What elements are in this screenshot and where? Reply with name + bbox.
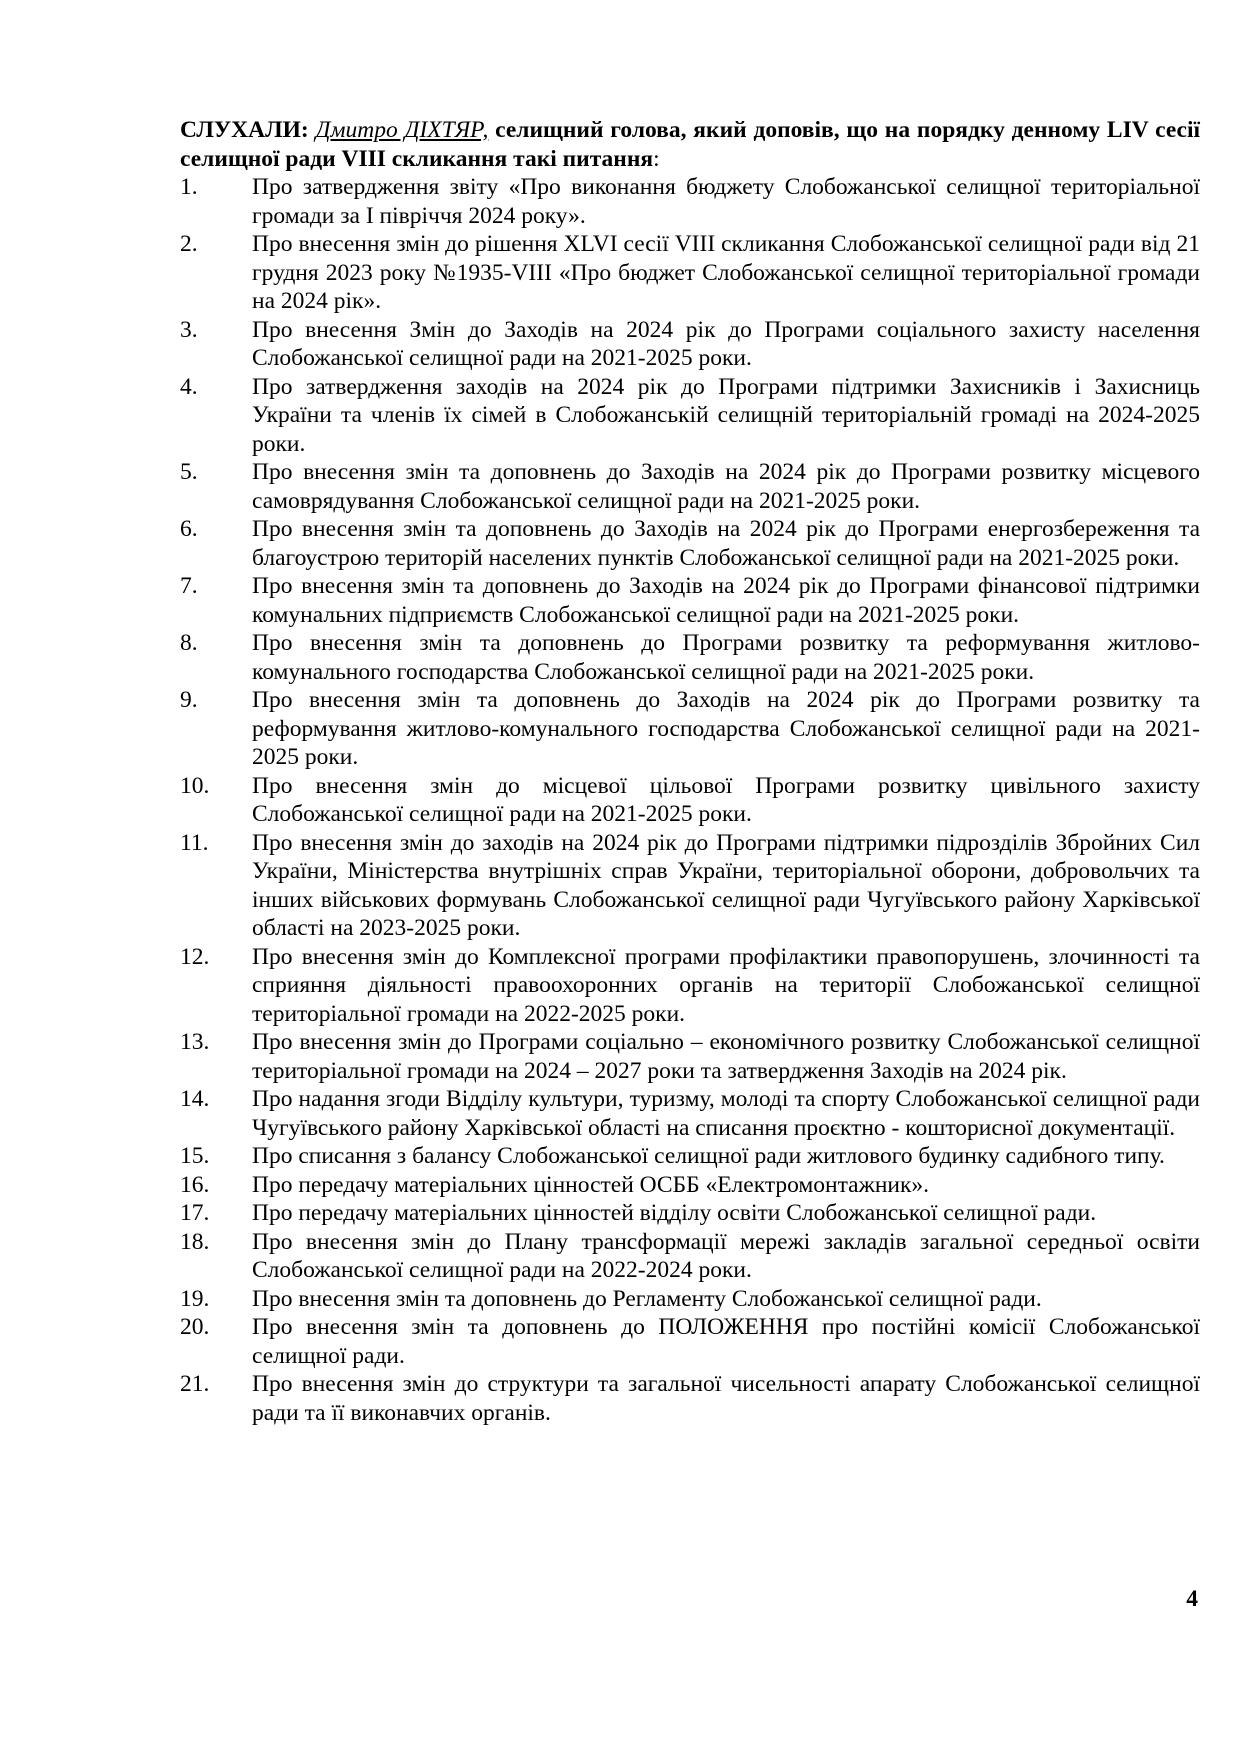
agenda-item-text: Про внесення змін до структури та загальної чисельності апарату Слобожанської селищної ради та її виконавчих органів. xyxy=(252,1371,1200,1426)
agenda-item-number: 16. xyxy=(180,1171,210,1198)
agenda-item-number: 7. xyxy=(180,573,198,599)
agenda-item-number: 4. xyxy=(180,373,198,400)
agenda-item-number: 14. xyxy=(180,1086,210,1112)
agenda-item xyxy=(180,1171,1200,1200)
agenda-item-text: Про внесення змін до Комплексної програми профілактики правопорушень, злочинності та сприяння діяльності правоохоронних органів на території Слобожанської селищної територіальної громади на 2022-2025 роки. xyxy=(252,943,1200,1027)
agenda-item-text: Про внесення змін та доповнень до Заходів на 2024 рік до Програми розвитку та реформування житлово-комунального господарства Слобожанської селищної ради на 2021-2025 роки. xyxy=(252,687,1200,770)
agenda-item-text: Про внесення змін до рішення XLVI сесії VIII скликання Слобожанської селищної ради від 21 грудня 2023 року №1935-VIII «Про бюджет Слобожанської селищної територіальної громади на 2024 рік». xyxy=(252,231,1200,314)
agenda-item-text: Про внесення змін та доповнень до Заходів на 2024 рік до Програми розвитку місцевого самоврядування Слобожанської селищної ради на 2021-2025 роки. xyxy=(252,459,1200,514)
agenda-item-text: Про внесення змін до заходів на 2024 рік до Програми підтримки підрозділів Збройних Сил України, Міністерства внутрішніх справ України, територіальної оборони, добровольчих та інших військових формувань Слобожанської селищної ради Чугуївського району Харківської області на 2023-2025 роки. xyxy=(252,829,1200,941)
heard-paragraph xyxy=(180,116,1200,173)
agenda-item xyxy=(180,316,1200,373)
agenda-item-text: Про внесення змін та доповнень до Заходів на 2024 рік до Програми енергозбереження та благоустрою територій населених пунктів Слобожанської селищної ради на 2021-2025 роки. xyxy=(252,516,1200,571)
agenda-item-text: Про списання з балансу Слобожанської селищної ради житлового будинку садибного типу. xyxy=(252,1143,1165,1169)
agenda-item xyxy=(180,1313,1200,1370)
agenda-item xyxy=(180,515,1200,572)
agenda-item-text: Про внесення змін та доповнень до Регламенту Слобожанської селищної ради. xyxy=(252,1285,1042,1312)
agenda-item xyxy=(180,829,1200,943)
intro-colon: : xyxy=(653,145,660,172)
agenda-item xyxy=(180,373,1200,459)
agenda-item xyxy=(180,629,1200,686)
agenda-item xyxy=(180,173,1200,230)
agenda-item-number: 9. xyxy=(180,687,198,713)
agenda-item-text: Про внесення змін до місцевої цільової Програми розвитку цивільного захисту Слобожанської селищної ради на 2021-2025 роки. xyxy=(252,772,1200,827)
agenda-item-number: 8. xyxy=(180,630,198,656)
agenda-item-number: 11. xyxy=(180,829,209,856)
agenda-item xyxy=(180,1370,1200,1427)
agenda-item-number: 10. xyxy=(180,772,210,799)
agenda-item xyxy=(180,1028,1200,1085)
agenda-item xyxy=(180,772,1200,829)
agenda-item-text: Про внесення змін та доповнень до Програми розвитку та реформування житлово-комунального господарства Слобожанської селищної ради на 2021-2025 роки. xyxy=(252,630,1200,685)
agenda-item-number: 21. xyxy=(180,1371,210,1397)
agenda-item-text: Про внесення змін та доповнень до ПОЛОЖЕННЯ про постійні комісії Слобожанської селищної ради. xyxy=(252,1314,1200,1369)
agenda-item-number: 15. xyxy=(180,1143,210,1169)
heard-label: СЛУХАЛИ: xyxy=(180,117,309,143)
agenda-item-number: 2. xyxy=(180,231,198,257)
agenda-item-text: Про передачу матеріальних цінностей ОСББ «Електромонтажник». xyxy=(252,1171,930,1198)
agenda-item-number: 20. xyxy=(180,1314,210,1340)
page-number: 4 xyxy=(1186,1586,1198,1612)
agenda-item xyxy=(180,1228,1200,1285)
speaker-name: Дмитро ДІХТЯР, xyxy=(315,117,489,143)
agenda-item-number: 1. xyxy=(180,174,198,200)
agenda-item-number: 18. xyxy=(180,1228,210,1255)
agenda-item xyxy=(180,1285,1200,1314)
agenda-item-text: Про внесення змін та доповнень до Заходів на 2024 рік до Програми фінансової підтримки комунальних підприємств Слобожанської селищної ради на 2021-2025 роки. xyxy=(252,573,1200,628)
agenda-item xyxy=(180,943,1200,1029)
agenda-item-number: 13. xyxy=(180,1029,210,1055)
agenda-item-number: 3. xyxy=(180,316,198,343)
agenda-item-number: 6. xyxy=(180,516,198,542)
agenda-item-number: 5. xyxy=(180,459,198,485)
agenda-item-text: Про внесення змін до Програми соціально – економічного розвитку Слобожанської селищної територіальної громади на 2024 – 2027 роки та затвердження Заходів на 2024 рік. xyxy=(252,1029,1200,1084)
agenda-item xyxy=(180,1199,1200,1228)
agenda-item xyxy=(180,1142,1200,1171)
agenda-item-text: Про передачу матеріальних цінностей відділу освіти Слобожанської селищної ради. xyxy=(252,1200,1097,1226)
agenda-item xyxy=(180,458,1200,515)
document-page xyxy=(180,116,1200,1427)
agenda-item-text: Про надання згоди Відділу культури, туризму, молоді та спорту Слобожанської селищної ради Чугуївського району Харківської області на списання проєктно - кошторисної документації. xyxy=(252,1086,1200,1141)
agenda-list xyxy=(180,173,1200,1427)
agenda-item xyxy=(180,1085,1200,1142)
agenda-item xyxy=(180,572,1200,629)
agenda-item-number: 17. xyxy=(180,1200,210,1226)
agenda-item-number: 19. xyxy=(180,1285,210,1312)
agenda-item-text: Про затвердження заходів на 2024 рік до Програми підтримки Захисників і Захисниць України та членів їх сімей в Слобожанській селищній територіальній громаді на 2024-2025 роки. xyxy=(252,373,1200,457)
agenda-item xyxy=(180,686,1200,772)
agenda-item-number: 12. xyxy=(180,943,210,970)
agenda-item-text: Про затвердження звіту «Про виконання бюджету Слобожанської селищної територіальної громади за І півріччя 2024 року». xyxy=(252,174,1200,229)
agenda-item xyxy=(180,230,1200,316)
agenda-item-text: Про внесення змін до Плану трансформації мережі закладів загальної середньої освіти Слобожанської селищної ради на 2022-2024 роки. xyxy=(252,1228,1200,1283)
agenda-item-text: Про внесення Змін до Заходів на 2024 рік до Програми соціального захисту населення Слобожанської селищної ради на 2021-2025 роки. xyxy=(252,316,1200,371)
intro-text: селищний голова, який доповів, що на порядку денному LIV сесії селищної ради VIII скликання такі питання xyxy=(180,117,1201,172)
